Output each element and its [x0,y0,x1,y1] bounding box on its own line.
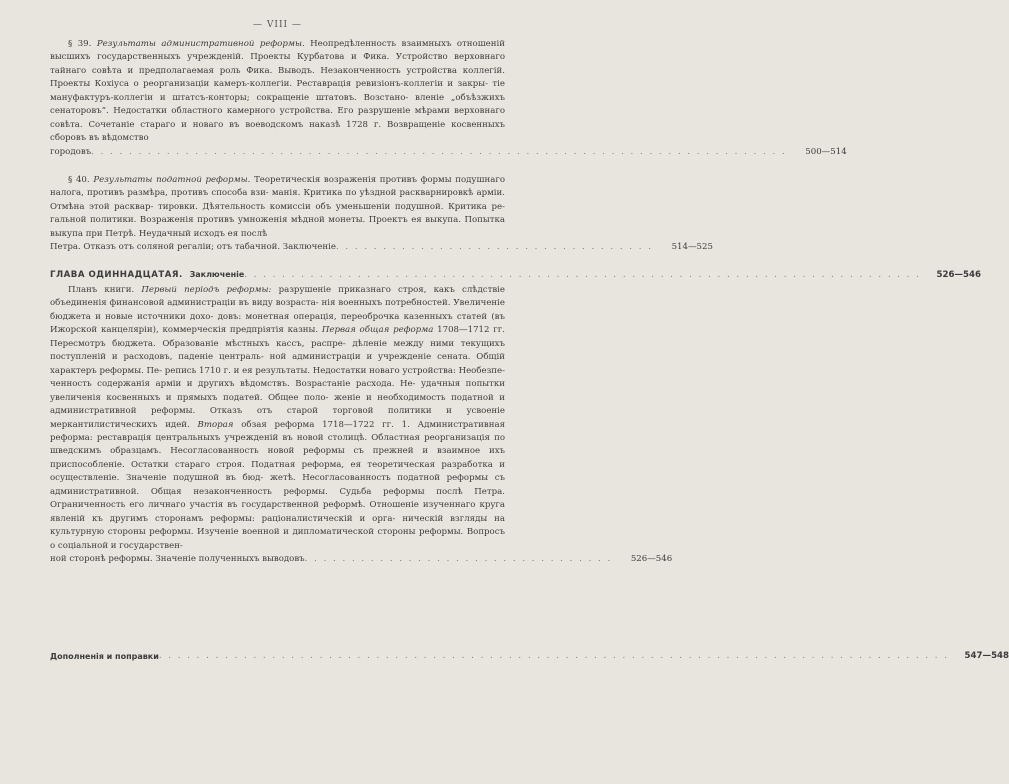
conclusion-line: репись 1710 г. и ея результаты. Недостатки новаго устройства: Необезпе- [164,365,505,376]
chapter-subtitle: Заключеніе [189,270,245,279]
conclusion-line: ченность содержанія арміи и другихъ вѣдомствъ. Возрастаніе расхода. Не- [50,379,416,390]
section-39-line: воеводскомъ наказѣ 1728 г. Возвращеніе косвенныхъ сборовъ въ вѣдомство [50,119,506,144]
section-40-line: гальной политики. Возраженія противъ умноженія мѣдной монеты. Проектъ [50,215,408,226]
section-40-line: тировки. Дѣятельность комиссіи объ уменьшеніи подушной. Критика ре- [157,201,506,212]
page-folio: — VIII — [253,20,302,30]
conclusion-pages: 526—546 [630,554,673,565]
conclusion-line: шведскимъ образцамъ. Несогласованность новой реформы съ прежней и [50,446,429,457]
conclusion-line: дипломатической стороны реформы. Вопросъ о соціальной и государствен- [50,527,506,551]
section-39-line: Его разрушеніе мѣрами верховнаго совѣта. Сочетаніе стараго и новаго въ [50,106,505,130]
section-39-line: роль Фика. Выводъ. Незаконченность устройства коллегій. Проекты Кохіуса [50,65,505,90]
conclusion-line: обзая реформа 1718—1722 гг. 1. Административная реформа: реставрація [50,419,506,443]
chapter-pages: 526—546 [936,270,981,280]
conclusion-text [50,284,505,553]
section-39-first-line: Неопредѣленность [310,39,397,49]
section-40-line: манія. Критика по уѣздной раскварнировкѣ арміи. Отмѣна этой расквар- [50,188,506,212]
section-39-title: Результаты административной реформы. [96,39,305,49]
conclusion-line: 1708—1712 гг. Пересмотръ бюджета. Образованіе мѣстныхъ кассъ, распре- [50,325,505,349]
conclusion [50,284,673,567]
conclusion-line: канцеляріи), коммерческія предпріятія казны. [100,325,319,336]
section-40-title: Результаты податной реформы. [93,175,251,185]
section-40 [50,174,713,255]
section-39-last-row [50,146,847,159]
conclusion-line: удачныя попытки увеличенія косвенныхъ и прямыхъ податей. Общее поло- [50,379,505,403]
section-39-pages: 500—514 [805,146,847,157]
leader-dots: . . . . . . . . . . . . . . . . . . . . . . . . . . . . . . . . . . . . . . . . . . . . . . . . . . . . . . . . . . . . . . . . . . . . . . . . [244,270,921,280]
section-39-last-line: городовъ [50,146,92,157]
leader-dots: . . . . . . . . . . . . . . . . . . . . . . . . . . . . . . . . . . [335,242,653,253]
conclusion-line: ея теоретическая разработка и осуществленіе. Значеніе подушной въ бюд- [50,459,505,484]
chapter-label: ГЛАВА ОДИННАДЦАТАЯ. [50,270,183,280]
section-39-line: вленіе „объѣзжихъ сенаторовъ“. Недостатки областного камерного устройства. [50,92,506,117]
section-39-line: Курбатова и Фика. Устройство верховнаго тайнаго совѣта и предполагаемая [50,52,505,76]
leader-dots: . . . . . . . . . . . . . . . . . . . . . . . . . . . . . . . . . . . . . . . . . . . . . . . . . . . . . . . . . . . . . . . . . . . . . . . . . . [91,146,787,157]
conclusion-line: жетѣ. Несогласованность податной реформы съ административной. Общая [50,473,505,497]
section-40-first-line: Теоретическія возраженія [254,175,377,185]
conclusion-line: женіе и необходимость податной и административной реформы. Отказъ отъ [50,392,506,417]
leader-dots: . . . . . . . . . . . . . . . . . . . . . . . . . . . . . . . . . . . . . . . . . . . . . . . . . . . . . . . . . . . . . . . . . . . . . . . . . . . . . . . . . . . . [158,651,950,661]
conclusion-line: круга явленій къ другимъ сторонамъ реформы: раціоналистическій и орга- [50,500,506,524]
conclusion-line: центральныхъ учрежденій въ новой столицѣ. Областная реорганизація по [155,432,505,443]
conclusion-line: какъ слѣдствіе объединенія финансовой администраціи въ виду возраста- [50,285,506,309]
section-40-line: ея выкупа. Попытка выкупа при Петрѣ. Неудачный исходъ ея послѣ [50,215,505,239]
section-39 [50,38,847,159]
section-40-line: противъ формы подушнаго налога, противъ размѣра, противъ способа взи- [50,175,506,199]
conclusion-line: незаконченность реформы. Судьба реформы послѣ Петра. Ограниченность [50,486,506,511]
section-39-line: взаимныхъ отношеній высшихъ государственныхъ учрежденій. Проекты [50,39,505,63]
conclusion-line: старой торговой политики и усвоеніе меркантилистическихъ идей. [50,406,505,430]
addenda-label: Дополненія и поправки [50,652,159,661]
conclusion-lead: Планъ книги. [68,285,135,295]
conclusion-em: Вторая [197,419,234,430]
conclusion-line: дѣленіе между ними текущихъ поступленій и расходовъ, паденіе централь- [50,338,505,363]
addenda-row [50,651,1009,661]
conclusion-em: Первая общая реформа [321,325,434,336]
section-40-last-line: Петра. Отказъ отъ соляной регаліи; отъ табачной. Заключеніе [50,242,336,253]
section-40-number: § 40. [68,175,90,185]
section-39-text [50,38,505,146]
conclusion-lead-em: Первый періодъ реформы: [141,285,272,295]
conclusion-line: разрушеніе приказнаго строя, [278,285,427,295]
conclusion-line: ной администраціи и учрежденіе сената. Общій характеръ реформы. Пе- [50,352,505,376]
conclusion-last-line: ной сторонѣ реформы. Значеніе полученныхъ выводовъ [50,554,305,565]
chapter-heading [50,270,981,280]
conclusion-line: нія военныхъ потребностей. Увеличеніе бюджета и новые источники дохо- [50,298,505,322]
section-39-line: тіе мануфактуръ-коллегіи и штатсъ-конторы; сокращеніе штатовъ. Возстано- [50,79,505,103]
conclusion-line: ническій взгляды на культурную стороны реформы. Изученіе военной и [50,513,506,538]
conclusion-last-row [50,553,673,566]
addenda-pages: 547—548 [964,651,1009,661]
section-40-pages: 514—525 [671,242,713,253]
section-39-number: § 39. [68,39,92,49]
section-39-line: о реорганизаціи камеръ-коллегіи. Реставрація ревизіонъ-коллегіи и закры- [133,79,488,90]
conclusion-line: довъ: монетная операція, переоброчка казенныхъ статей (въ Ижорской [50,311,505,336]
leader-dots: . . . . . . . . . . . . . . . . . . . . . . . . . . . . . . . . . [304,554,613,565]
conclusion-line: взаимное ихъ приспособленіе. Остатки стараго строя. Податная реформа, [50,446,506,470]
section-40-text [50,174,505,241]
section-40-last-row [50,241,713,254]
conclusion-line: его личнаго участія въ государственной реформѣ. Отношеніе изученнаго [129,500,476,511]
